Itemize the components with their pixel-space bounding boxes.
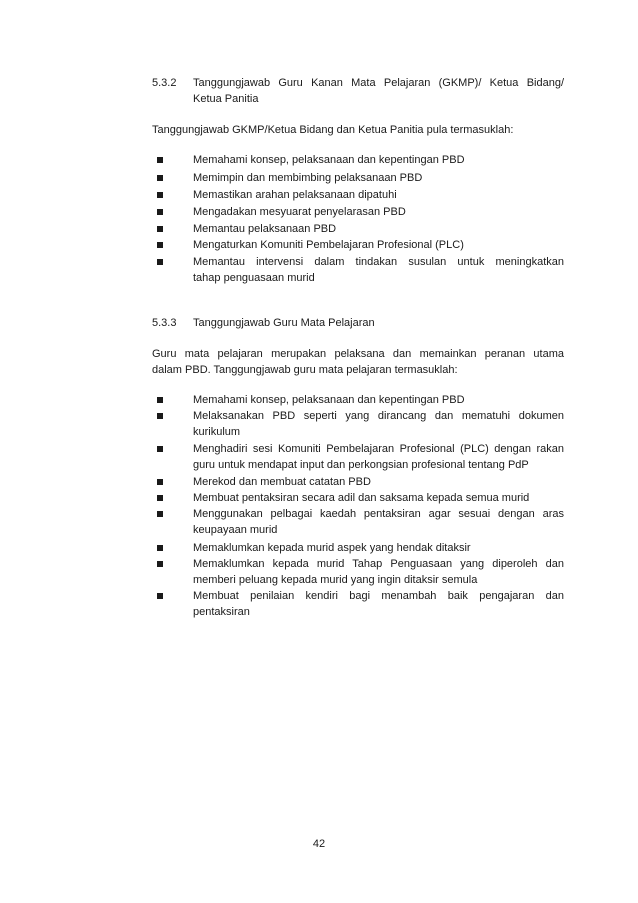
bullet-icon [157,593,163,599]
bullet-icon [157,545,163,551]
list-item: Memaklumkan kepada murid Tahap Penguasaan yang diperoleh dan [193,558,564,570]
section-532-number: 5.3.2 [152,77,177,89]
list-item: Memastikan arahan pelaksanaan dipatuhi [193,189,397,201]
list-item: Memahami konsep, pelaksanaan dan kepentingan PBD [193,154,465,166]
list-item-continued: keupayaan murid [193,524,278,536]
list-item: Melaksanakan PBD seperti yang dirancang dan mematuhi dokumen [193,410,564,422]
list-item-continued: kurikulum [193,426,241,438]
list-item: Membuat penilaian kendiri bagi menambah baik pengajaran dan [193,590,564,602]
list-item: Menghadiri sesi Komuniti Pembelajaran Profesional (PLC) dengan rakan [193,443,564,455]
bullet-icon [157,413,163,419]
list-item: Memantau intervensi dalam tindakan susulan untuk meningkatkan [193,256,564,268]
bullet-icon [157,397,163,403]
list-item: Memantau pelaksanaan PBD [193,223,337,235]
bullet-icon [157,446,163,452]
bullet-icon [157,157,163,163]
bullet-icon [157,209,163,215]
bullet-icon [157,511,163,517]
bullet-icon [157,242,163,248]
list-item-continued: memberi peluang kepada murid yang ingin ditaksir semula [193,574,478,586]
list-item-continued: guru untuk mendapat input dan perkongsian profesional tentang PdP [193,459,529,471]
section-532-title-continued: Ketua Panitia [193,93,259,105]
section-532-intro: Tanggungjawab GKMP/Ketua Bidang dan Ketua Panitia pula termasuklah: [152,124,514,136]
list-item: Mengadakan mesyuarat penyelarasan PBD [193,206,406,218]
bullet-icon [157,226,163,232]
list-item: Menggunakan pelbagai kaedah pentaksiran agar sesuai dengan aras [193,508,564,520]
section-533-intro: Guru mata pelajaran merupakan pelaksana dan memainkan peranan utama [152,348,564,360]
bullet-icon [157,192,163,198]
list-item: Memimpin dan membimbing pelaksanaan PBD [193,172,423,184]
bullet-icon [157,495,163,501]
section-532-title: Tanggungjawab Guru Kanan Mata Pelajaran (GKMP)/ Ketua Bidang/ [193,77,564,89]
list-item: Membuat pentaksiran secara adil dan saksama kepada semua murid [193,492,530,504]
list-item-continued: tahap penguasaan murid [193,272,315,284]
page-number: 42 [312,838,326,850]
bullet-icon [157,561,163,567]
section-533-title: Tanggungjawab Guru Mata Pelajaran [193,317,375,329]
bullet-icon [157,175,163,181]
bullet-icon [157,259,163,265]
list-item: Mengaturkan Komuniti Pembelajaran Profesional (PLC) [193,239,464,251]
list-item: Memaklumkan kepada murid aspek yang hendak ditaksir [193,542,471,554]
list-item: Merekod dan membuat catatan PBD [193,476,371,488]
section-533-number: 5.3.3 [152,317,177,329]
list-item: Memahami konsep, pelaksanaan dan kepentingan PBD [193,394,465,406]
list-item-continued: pentaksiran [193,606,250,618]
bullet-icon [157,479,163,485]
section-533-intro-continued: dalam PBD. Tanggungjawab guru mata pelajaran termasuklah: [152,364,458,376]
